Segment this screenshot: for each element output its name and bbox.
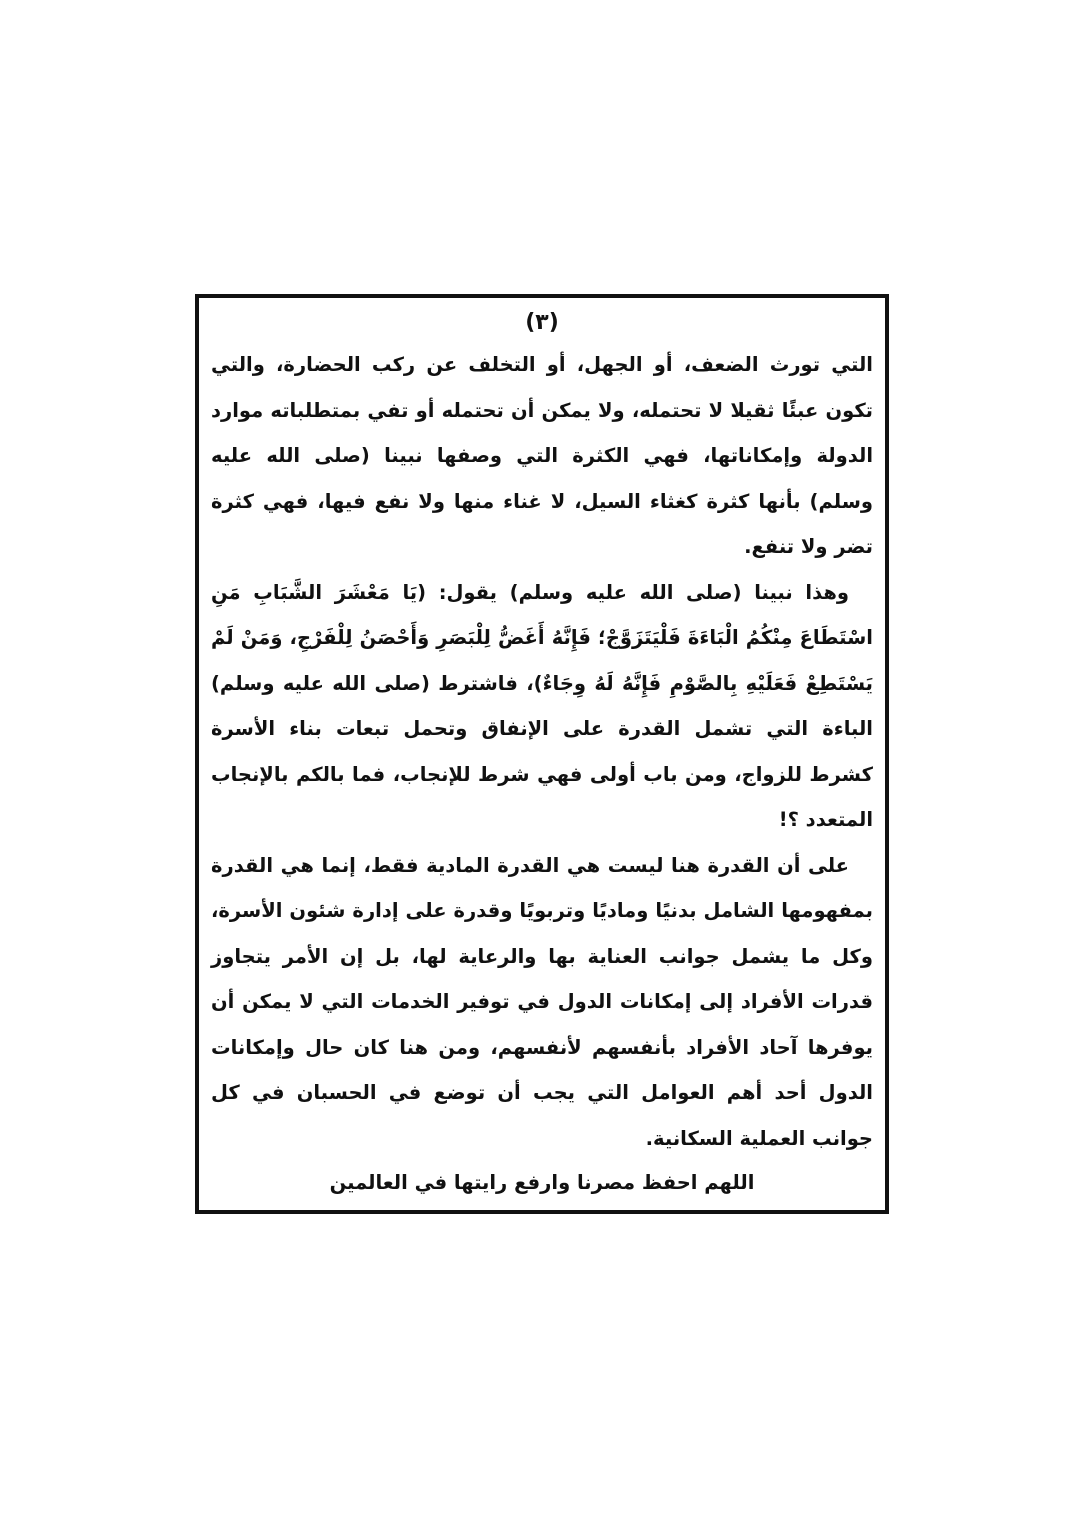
page-number: (٣) xyxy=(525,310,559,335)
paragraph-3: على أن القدرة هنا ليست هي القدرة المادية فقط، إنما هي القدرة بمفهومها الشامل بدنيًا وماديًا وتربويًا وقدرة على إدارة شئون الأسرة، وكل ما يشمل جوانب العناية بها والرعاية لها، بل إن الأمر يتجاوز قدرات الأفراد إلى إمكانات الدول في توفير الخدمات التي لا يمكن أن يوفرها آحاد الأفراد بأنفسهم لأنفسهم، ومن هنا كان حال وإمكانات الدول أحد أهم العوامل التي يجب أن توضع في الحسبان في كل جوانب العملية السكانية. xyxy=(211,853,873,1150)
paragraph-1: التي تورث الضعف، أو الجهل، أو التخلف عن ركب الحضارة، والتي تكون عبئًا ثقيلا لا تحتمله، ولا يمكن أن تحتمله أو تفي بمتطلباته موارد الدولة وإمكاناتها، فهي الكثرة التي وصفها نبينا (صلى الله عليه وسلم) بأنها كثرة كغثاء السيل، لا غناء منها ولا نفع فيها، فهي كثرة تضر ولا تنفع. xyxy=(211,353,873,558)
page-frame xyxy=(195,294,889,1214)
closing-prayer: اللهم احفظ مصرنا وارفع رايتها في العالمين xyxy=(329,1171,755,1194)
paragraph-2: وهذا نبينا (صلى الله عليه وسلم) يقول: (يَا مَعْشَرَ الشَّبَابِ مَنِ اسْتَطَاعَ مِنْكُمُ الْبَاءَةَ فَلْيَتَزَوَّجْ؛ فَإِنَّهُ أَغَضُّ لِلْبَصَرِ وَأَحْصَنُ لِلْفَرْجِ، وَمَنْ لَمْ يَسْتَطِعْ فَعَلَيْهِ بِالصَّوْمِ فَإِنَّهُ لَهُ وِجَاءٌ)، فاشترط (صلى الله عليه وسلم) الباءة التي تشمل القدرة على الإنفاق وتحمل تبعات بناء الأسرة كشرط للزواج، ومن باب أولى فهي شرط للإنجاب، فما بالكم بالإنجاب المتعدد ؟! xyxy=(211,580,873,831)
